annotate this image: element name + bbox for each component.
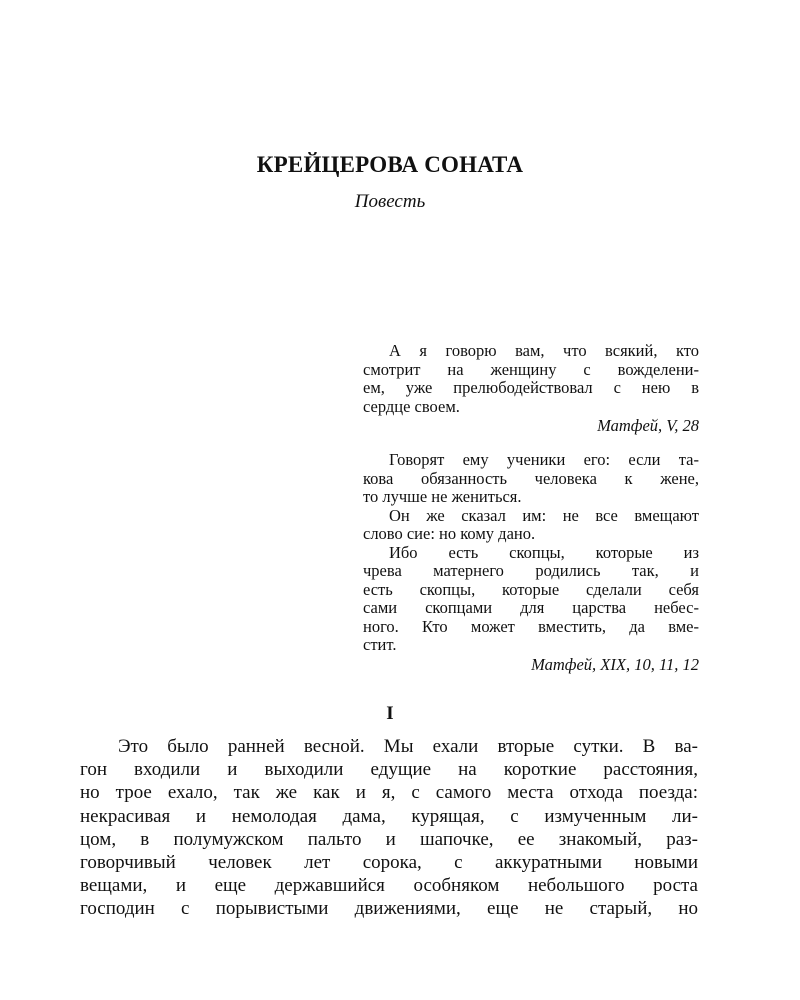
epigraph-line: А я говорю вам, что всякий, кто: [389, 341, 699, 360]
body-line: некрасивая и немолодая дама, курящая, с измученным ли-: [80, 805, 698, 827]
body-paragraph: [80, 735, 698, 921]
epigraph-line: ем, уже прелюбодействовал с нею в: [363, 378, 699, 397]
epigraph-line: есть скопцы, которые сделали себя: [363, 579, 699, 599]
epigraph-line: кова обязанность человека к жене,: [363, 468, 699, 488]
epigraph-spacer: [363, 436, 699, 451]
epigraph-block: [363, 342, 699, 675]
epigraph-line: Говорят ему ученики его: если та-: [389, 450, 699, 469]
chapter-heading: I: [386, 703, 394, 724]
epigraph-1: [363, 342, 699, 436]
page-subtitle: Повесть: [354, 191, 426, 212]
epigraph-line: смотрит на женщину с вожделени-: [363, 359, 699, 379]
epigraph-line: ного. Кто может вместить, да вме-: [363, 616, 699, 636]
body-line: но трое ехало, так же как и я, с самого места отхода поезда:: [80, 782, 698, 804]
epigraph-line: слово сие: но кому дано.: [363, 524, 536, 543]
epigraph-attribution: Матфей, V, 28: [597, 416, 699, 435]
epigraph-line: сами скопцами для царства небес-: [363, 598, 699, 617]
epigraph-line: сердце своем.: [363, 396, 460, 416]
epigraph-line: Он же сказал им: не все вмещают: [389, 505, 699, 525]
epigraph-2: [363, 451, 699, 675]
body-line: гон входили и выходили едущие на короткие расстояния,: [80, 759, 698, 781]
epigraph-line: то лучше не жениться.: [363, 487, 522, 506]
epigraph-line: Ибо есть скопцы, которые из: [389, 542, 699, 562]
epigraph-line: стит.: [363, 635, 397, 654]
body-line: господин с порывистыми движениями, еще не старый, но: [80, 898, 698, 920]
epigraph-attribution: Матфей, XIX, 10, 11, 12: [531, 654, 699, 674]
body-line: вещами, и еще державшийся особняком небольшого роста: [80, 875, 698, 897]
body-line: цом, в полумужском пальто и шапочке, ее знакомый, раз-: [80, 828, 698, 850]
page-title: КРЕЙЦЕРОВА СОНАТА: [256, 152, 524, 177]
epigraph-line: чрева матернего родились так, и: [363, 561, 699, 580]
body-line: Это было ранней весной. Мы ехали вторые сутки. В ва-: [118, 736, 698, 757]
body-line: говорчивый человек лет сорока, с аккуратными новыми: [80, 851, 698, 873]
